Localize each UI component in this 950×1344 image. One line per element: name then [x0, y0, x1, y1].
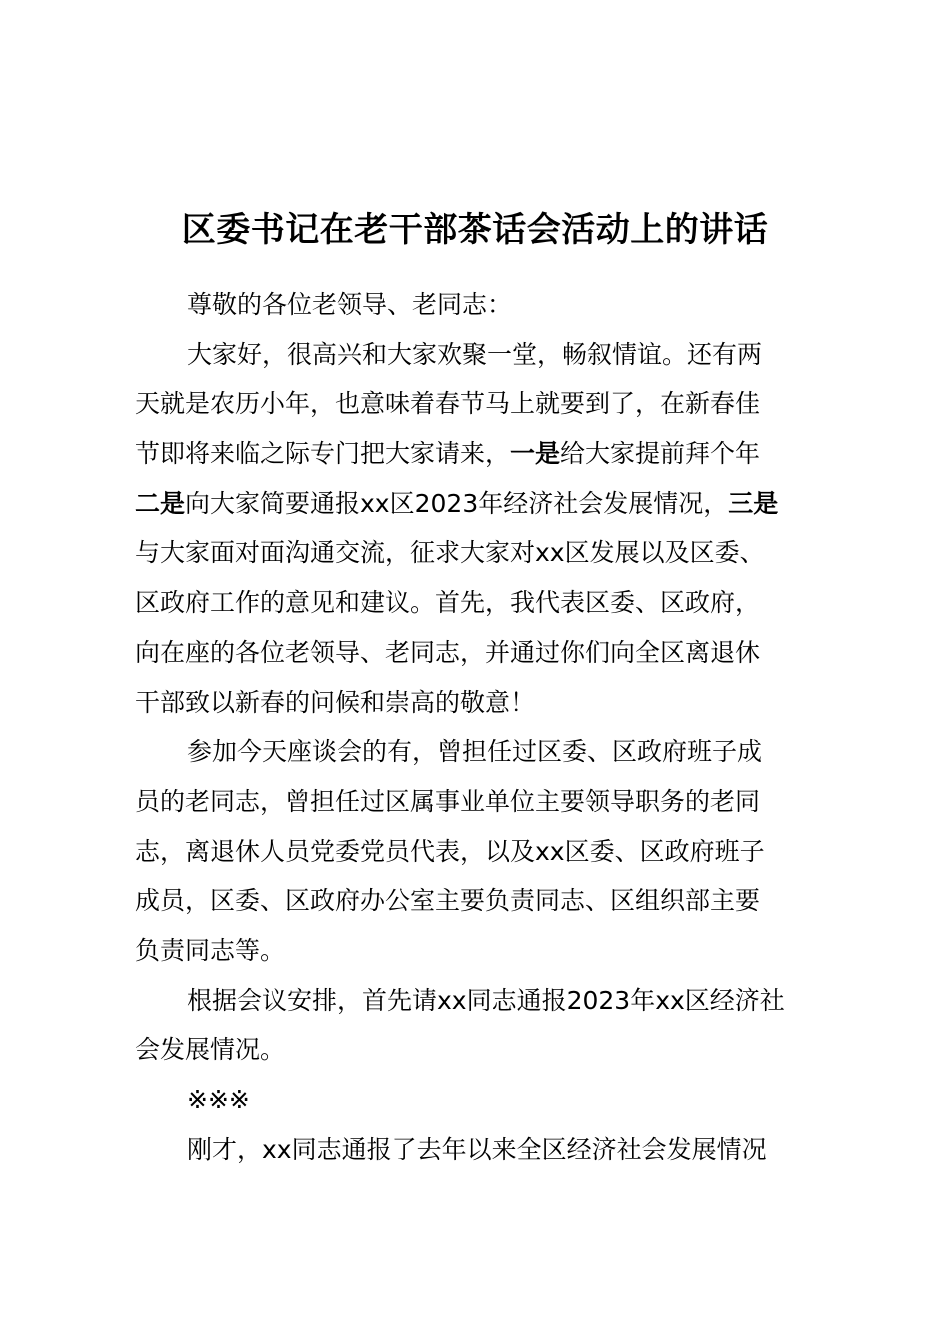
- text-segment: 大家好，很高兴和大家欢聚一堂，畅叙情谊。还有两: [187, 339, 763, 369]
- paragraph-line: [135, 528, 853, 578]
- text-segment: 参加今天座谈会的有，曾担任过区委、区政府班子成: [187, 737, 763, 767]
- paragraph-line: [135, 330, 853, 380]
- paragraph-line: [135, 379, 853, 429]
- text-segment: 向大家简要通报xx区2023年经济社会发展情况，: [185, 488, 729, 518]
- paragraph-line: [135, 429, 853, 479]
- salutation-line: [135, 280, 853, 330]
- paragraph-line: [135, 479, 853, 529]
- text-segment: 刚才，xx同志通报了去年以来全区经济社会发展情况: [187, 1134, 767, 1164]
- text-segment: 节即将来临之际专门把大家请来，: [135, 439, 511, 469]
- bold-marker: 一是: [510, 439, 561, 469]
- bold-marker: 二是: [135, 488, 186, 518]
- text-segment: 成员，区委、区政府办公室主要负责同志、区组织部主要: [135, 886, 761, 916]
- text-segment: 志，离退休人员党委党员代表，以及xx区委、区政府班子: [135, 836, 765, 866]
- text-segment: 会发展情况。: [135, 1035, 286, 1065]
- paragraph-line: [135, 876, 853, 926]
- text-segment: 与大家面对面沟通交流，征求大家对xx区发展以及区委、: [135, 538, 765, 568]
- text-segment: 给大家提前拜个年: [560, 439, 761, 469]
- text-segment: ※※※: [187, 1085, 250, 1114]
- text-segment: 负责同志等。: [135, 935, 286, 965]
- paragraph-line: [135, 976, 853, 1026]
- document-body: [135, 280, 853, 1174]
- document-title: 区委书记在老干部茶话会活动上的讲话: [181, 210, 769, 250]
- text-segment: 区政府工作的意见和建议。首先，我代表区委、区政府，: [135, 588, 761, 618]
- text-segment: 天就是农历小年，也意味着春节马上就要到了，在新春佳: [135, 389, 761, 419]
- bold-marker: 三是: [728, 488, 779, 518]
- paragraph-line: [135, 1125, 853, 1175]
- text-segment: 尊敬的各位老领导、老同志：: [187, 290, 513, 319]
- paragraph-line: [135, 827, 853, 877]
- text-segment: 干部致以新春的问候和崇高的敬意！: [135, 687, 536, 717]
- paragraph-line: [135, 628, 853, 678]
- paragraph-line: [135, 1025, 853, 1075]
- paragraph-line: [135, 777, 853, 827]
- paragraph-line: [135, 678, 853, 728]
- section-separator: [135, 1075, 853, 1125]
- text-segment: 员的老同志，曾担任过区属事业单位主要领导职务的老同: [135, 786, 761, 816]
- paragraph-line: [135, 926, 853, 976]
- text-segment: 根据会议安排，首先请xx同志通报2023年xx区经济社: [187, 985, 785, 1015]
- paragraph-line: [135, 727, 853, 777]
- paragraph-line: [135, 578, 853, 628]
- text-segment: 向在座的各位老领导、老同志，并通过你们向全区离退休: [135, 637, 761, 667]
